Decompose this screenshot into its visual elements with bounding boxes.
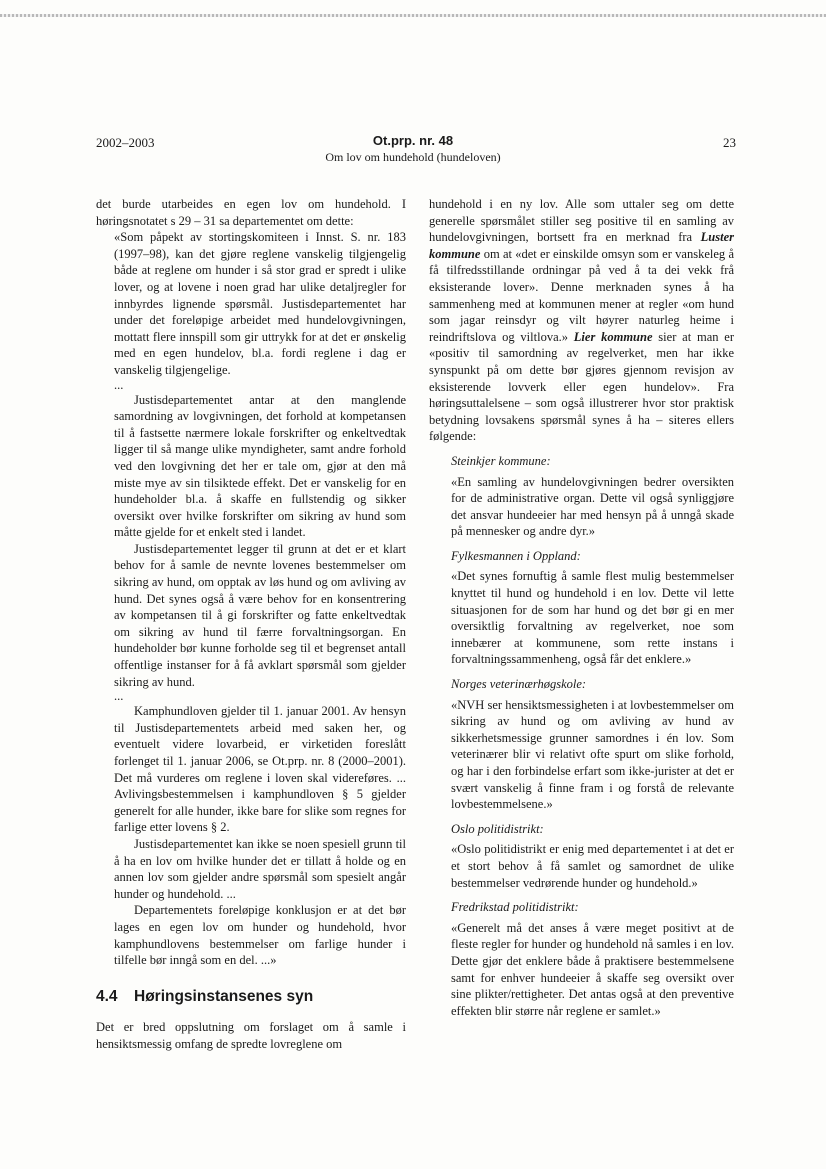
entry-text: «Generelt må det anses å være meget positivt at de fleste regler for hunder og hundehold nå samles i en lov. Dette gjør det enklere både å praktisere bestemmelsene samt for enhver hundeeier å skaffe seg oversikt over sine plikter/rettigheter. Det antas også at den preventive effekten blir større når reglene er samlet.» [451,920,734,1018]
luster-kommune: Luster kommune [429,230,734,261]
intro-text: om at «det er einskilde omsyn som er vanskeleg å få tilfredsstillande ordningar på ved å ta dei vekk frå eksisterande lover». Denne merknaden synes å ha sammenheng med at kommunen mener at regler «om hund som jagar reinsdyr og vilt høyrer naturleg heime i reindriftslova og viltlova.» [429,246,734,344]
left-column [96,196,406,1053]
quote-ellipsis: ... [114,377,124,392]
intro-text: sier at man er «positiv til samordning av regelverket, men har ikke synspunkt på om dette bør gjøres gjennom revisjon av eksisterende lovverk eller egen hundelov». Fra høringsuttalelsene – som også illustrerer hvor stor praktisk betydning lovsakens spørsmål synes å ha – siteres ellers følgende: [429,329,734,444]
entry-text: «Det synes fornuftig å samle flest mulig bestemmelser knyttet til hund og hundehold i en lov. Dette vil lette situasjonen for de som har hund og det bør gi en mer oversiktlig forvaltning av regelverket, noe som innebærer at kommunene, som rette instans i forvaltningssammenheng, også får det enklere.» [451,569,734,667]
entry-name: Fredrikstad politidistrikt: [451,900,579,915]
section-number: 4.4 [96,987,118,1005]
intro-text: hundehold i en ny lov. Alle som uttaler seg om dette generelle spørsmålet stiller seg positive til en samling av hundelovgivningen, bortsett fra en merknad fra [429,197,734,245]
quote-ellipsis: ... [114,689,124,704]
quote-paragraph: Kamphundloven gjelder til 1. januar 2001. Av hensyn til Justisdepartementets arbeid med saken her, og eventuelt videre lovarbeid, er virketiden foreslått forlenget til 1. januar 2006, se Ot.prp. nr. 8 (2000–2001). Det må vurderes om reglene i loven skal videreføres. ... Avlivingsbestemmelsen i kamphundloven § 5 gjelder generelt for alle hunder, ikke bare for slike som regnes for farlige etter lovens § 2. [114,704,406,835]
hearing-note-quote [114,229,406,969]
entry-name: Oslo politidistrikt: [451,821,544,836]
document-subtitle: Om lov om hundehold (hundeloven) [325,150,501,164]
entry-text: «En samling av hundelovgivningen bedrer oversikten for de administrative organ. Dette vil også synliggjøre det ansvar hundeeier har med hensyn på å unngå skade på mennesker og andre dyr.» [451,474,734,539]
intro-paragraph: det burde utarbeides en egen lov om hundehold. I høringsnotatet s 29 – 31 sa departementet om dette: [96,197,406,228]
section-heading [96,989,406,1006]
quote-paragraph: Departementets foreløpige konklusjon er at det bør lages en egen lov om hunder og hundehold, hvor kamphundlovens bestemmelser om farlige hunder i tilfelle bør inngå som en del. ...» [114,903,406,968]
quote-paragraph: Justisdepartementet antar at den manglende samordning av lovgivningen, det forhold at kompetansen til å fastsette nærmere lokale forskrifter og enkeltvedtak ligger til så mange ulike myndigheter, samt andre forhold ved den lovgivning det her er tale om, gjør at den må miste mye av sin tilsiktede effekt. Det er vanskelig for en hundeholder bl.a. å skaffe en fullstendig og sikker oversikt over hvilke forskrifter om sikring av hund som måtte gjelde for et enkelt sted i landet. [114,392,406,540]
entry-name: Norges veterinærhøgskole: [451,677,587,692]
entry-name: Steinkjer kommune: [451,453,551,468]
page-number: 23 [723,135,736,150]
section-title: Høringsinstansenes syn [134,987,314,1005]
header-years: 2002–2003 [96,135,155,150]
right-column [429,196,734,1019]
quote-paragraph: Justisdepartementet legger til grunn at det er et klart behov for å samle de nevnte lovenes bestemmelser om sikring av hund, om opptak av løs hund og om avliving av hund. Det synes også å være behov for en konsentrering av kompetansen til å gi forskrifter og fatte enkeltvedtak om sikring av hund til færre forvaltningsorgan. En hundeholder bør kunne forholde seg til et begrenset antall offentlige instanser for å få avklart spørsmål som gjelder sikring av hund. [114,541,406,689]
lier-kommune: Lier kommune [573,329,653,344]
quote-paragraph: Justisdepartementet kan ikke se noen spesiell grunn til å ha en lov om hvilke hunder det er tillatt å holde og en annen lov som gjelder andre spørsmål som spesielt angår hunder og hundehold. ... [114,836,406,901]
section-paragraph: Det er bred oppslutning om forslaget om å samle i hensiktsmessig omfang de spredte lovreglene om [96,1020,406,1051]
quote-paragraph: «Som påpekt av stortingskomiteen i Innst. S. nr. 183 (1997–98), kan det gjøre reglene vanskelig tilgjengelig både at reglene om hunder i så stor grad er spredt i ulike lover, og at lovene i noen grad har ulike detaljregler for innbyrdes lignende spørsmål. Justisdepartementet har under det foreløpige arbeidet med hundelovgivningen, mottatt flere innspill som gir uttrykk for at det er ønskelig med en egen hundelov, bl.a. fordi reglene i dag er vanskelig tilgjengelige. [114,230,406,377]
document-title: Ot.prp. nr. 48 [372,133,454,148]
entry-name: Fylkesmannen i Oppland: [451,548,581,563]
entry-text: «Oslo politidistrikt er enig med departementet i at det er et stort behov å få samlet og samordnet de ulike bestemmelser vedrørende hunder og hundehold.» [451,842,734,890]
entry-text: «NVH ser hensiktsmessigheten i at lovbestemmelser om sikring av hund og om avliving av hund av sikkerhetsmessige grunner samordnes i én lov. Som veterinærer blir vi relativt ofte spurt om slike forhold, og har i den forbindelse erfart som ikke-jurister at det er svært vanskelig å finne fram i og forstå de relevante lovbestemmelsene.» [451,697,734,812]
consultation-intro [429,196,734,445]
running-header [300,133,526,165]
scan-artifact-line [0,14,826,17]
